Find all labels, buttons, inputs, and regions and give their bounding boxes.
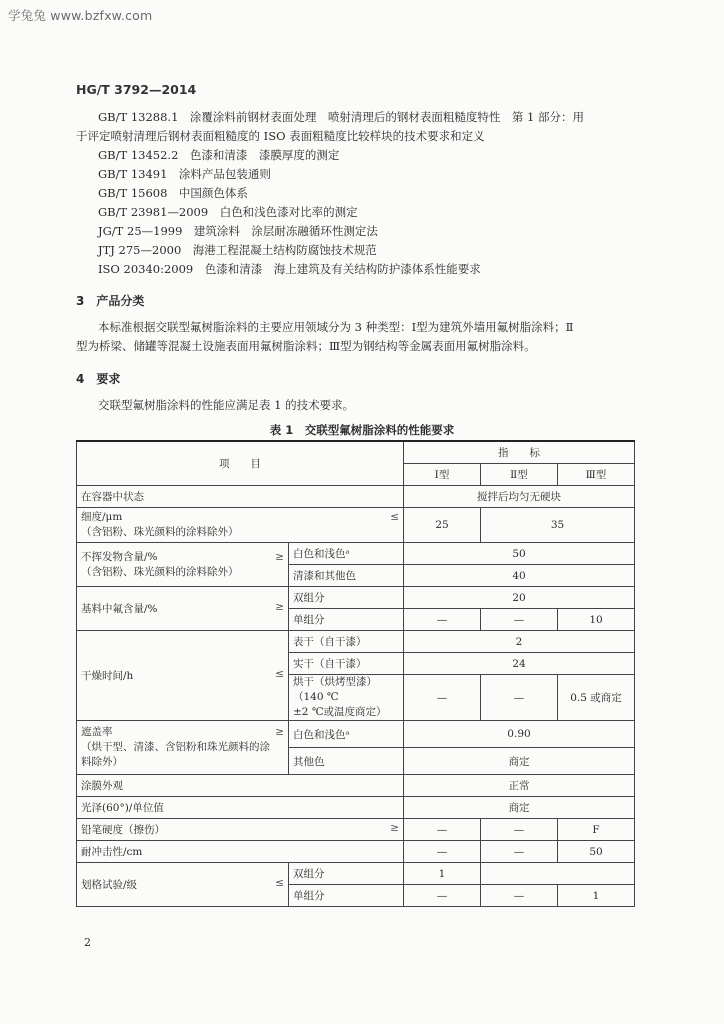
cell-value: — xyxy=(404,841,481,863)
cell-value: 25 xyxy=(404,508,481,543)
normative-references xyxy=(76,108,636,279)
sub-label: 双组分 xyxy=(289,863,404,885)
table-row xyxy=(77,631,635,653)
label-line: 不挥发物含量/% xyxy=(81,550,158,563)
table-header-row xyxy=(77,441,635,464)
cell-value: — xyxy=(481,675,558,721)
table-row xyxy=(77,797,635,819)
paragraph-line: 型为桥梁、储罐等混凝土设施表面用氟树脂涂料；Ⅲ型为钢结构等金属表面用氟树脂涂料。 xyxy=(76,339,536,353)
label-line: 遮盖率 xyxy=(81,726,113,738)
table-row xyxy=(77,841,635,863)
sub-label: 单组分 xyxy=(289,609,404,631)
table-row xyxy=(77,863,635,885)
reference-line: ISO 20340:2009 色漆和清漆 海上建筑及有关结构防护漆体系性能要求 xyxy=(98,262,481,276)
reference-line: GB/T 13452.2 色漆和清漆 漆膜厚度的测定 xyxy=(98,148,340,162)
cell-value: 2 xyxy=(404,631,635,653)
row-label xyxy=(77,508,404,543)
row-label: 光泽(60°)/单位值 xyxy=(77,797,404,819)
cell-value: 24 xyxy=(404,653,635,675)
comparison-symbol: ≤ xyxy=(390,511,399,523)
comparison-symbol: ≥ xyxy=(275,550,284,563)
row-label xyxy=(77,631,289,721)
table-row xyxy=(77,819,635,841)
label-line: （含铝粉、珠光颜料的涂料除外） xyxy=(81,565,239,578)
sub-label: 其他色 xyxy=(289,748,404,775)
label-text: 基料中氟含量/% xyxy=(81,603,158,615)
comparison-symbol: ≥ xyxy=(275,601,284,613)
cell-value: 50 xyxy=(558,841,635,863)
label-text: 划格试验/级 xyxy=(81,879,138,891)
watermark: 学兔兔 www.bzfxw.com xyxy=(8,8,153,23)
label-line: 烘干（烘烤型漆）（140 ℃ xyxy=(293,676,377,703)
table-row xyxy=(77,721,635,748)
row-label xyxy=(77,863,289,907)
cell-value: — xyxy=(404,885,481,907)
cell-value: — xyxy=(404,609,481,631)
comparison-symbol: ≥ xyxy=(275,726,284,738)
row-label: 涂膜外观 xyxy=(77,775,404,797)
reference-line: JTJ 275—2000 海港工程混凝土结构防腐蚀技术规范 xyxy=(98,243,377,257)
table-row xyxy=(77,486,635,508)
reference-line: JG/T 25—1999 建筑涂料 涂层耐冻融循环性测定法 xyxy=(98,224,378,238)
header-index: 指 标 xyxy=(404,441,635,464)
reference-line: GB/T 13491 涂料产品包装通则 xyxy=(98,167,271,181)
cell-value: — xyxy=(481,885,558,907)
section-3-paragraph xyxy=(76,318,636,356)
row-label xyxy=(77,587,289,631)
cell-value: 1 xyxy=(404,863,481,885)
cell-value-empty xyxy=(481,863,635,885)
row-label xyxy=(77,721,289,775)
sub-label: 表干（自干漆） xyxy=(289,631,404,653)
sub-label: 单组分 xyxy=(289,885,404,907)
cell-value: — xyxy=(404,819,481,841)
sub-label: 白色和浅色ᵃ xyxy=(289,543,404,565)
cell-value: F xyxy=(558,819,635,841)
sub-label: 清漆和其他色 xyxy=(289,565,404,587)
label-text: 铅笔硬度（擦伤） xyxy=(81,824,165,836)
label-line: 料除外） xyxy=(81,756,123,768)
cell-value: — xyxy=(481,841,558,863)
row-label xyxy=(77,819,404,841)
label-line: ±2 ℃或温度商定） xyxy=(293,706,387,718)
standard-code-header: HG/T 3792—2014 xyxy=(76,82,197,97)
cell-value: — xyxy=(404,675,481,721)
paragraph-line: 本标准根据交联型氟树脂涂料的主要应用领域分为 3 种类型：Ⅰ型为建筑外墙用氟树脂涂料；Ⅱ xyxy=(98,320,574,334)
row-value: 搅拌后均匀无硬块 xyxy=(404,486,635,508)
cell-value: 40 xyxy=(404,565,635,587)
performance-requirements-table xyxy=(76,440,635,907)
header-type-3: Ⅲ型 xyxy=(558,464,635,486)
paragraph-line: 交联型氟树脂涂料的性能应满足表 1 的技术要求。 xyxy=(98,398,355,412)
sub-label: 白色和浅色ᵃ xyxy=(289,721,404,748)
table-row xyxy=(77,587,635,609)
section-4-paragraph xyxy=(76,396,636,415)
cell-value: 商定 xyxy=(404,748,635,775)
header-type-1: Ⅰ型 xyxy=(404,464,481,486)
cell-value: 50 xyxy=(404,543,635,565)
comparison-symbol: ≥ xyxy=(390,822,399,834)
reference-line: GB/T 13288.1 涂覆涂料前钢材表面处理 喷射清理后的钢材表面粗糙度特性 第 1 部分：用 xyxy=(98,110,585,124)
sub-label: 实干（自干漆） xyxy=(289,653,404,675)
table-caption: 表 1 交联型氟树脂涂料的性能要求 xyxy=(269,423,455,437)
row-label xyxy=(77,543,289,587)
reference-line: GB/T 15608 中国颜色体系 xyxy=(98,186,248,200)
reference-line: GB/T 23981—2009 白色和浅色漆对比率的测定 xyxy=(98,205,358,219)
reference-line: 于评定喷射清理后钢材表面粗糙度的 ISO 表面粗糙度比较样块的技术要求和定义 xyxy=(76,129,485,143)
cell-value: 35 xyxy=(481,508,635,543)
table-row xyxy=(77,508,635,543)
page-number: 2 xyxy=(84,936,91,949)
label-line: 细度/μm xyxy=(81,511,123,523)
comparison-symbol: ≤ xyxy=(275,877,284,889)
comparison-symbol: ≤ xyxy=(275,668,284,680)
cell-value: — xyxy=(481,819,558,841)
row-label: 在容器中状态 xyxy=(77,486,404,508)
cell-value: 20 xyxy=(404,587,635,609)
label-text: 干燥时间/h xyxy=(81,670,134,682)
label-line: （烘干型、清漆、含铝粉和珠光颜料的涂 xyxy=(81,741,270,753)
table-row xyxy=(77,775,635,797)
header-type-2: Ⅱ型 xyxy=(481,464,558,486)
table-row xyxy=(77,543,635,565)
label-line: （含铝粉、珠光颜料的涂料除外） xyxy=(81,526,239,538)
cell-value: 0.90 xyxy=(404,721,635,748)
cell-value: 1 xyxy=(558,885,635,907)
cell-value: — xyxy=(481,609,558,631)
row-label: 耐冲击性/cm xyxy=(77,841,404,863)
cell-value: 10 xyxy=(558,609,635,631)
sub-label xyxy=(289,675,404,721)
row-value: 正常 xyxy=(404,775,635,797)
section-4-heading: 4 要求 xyxy=(76,372,121,386)
cell-value: 0.5 或商定 xyxy=(558,675,635,721)
row-value: 商定 xyxy=(404,797,635,819)
sub-label: 双组分 xyxy=(289,587,404,609)
header-item: 项 目 xyxy=(77,441,404,486)
section-3-heading: 3 产品分类 xyxy=(76,294,145,308)
